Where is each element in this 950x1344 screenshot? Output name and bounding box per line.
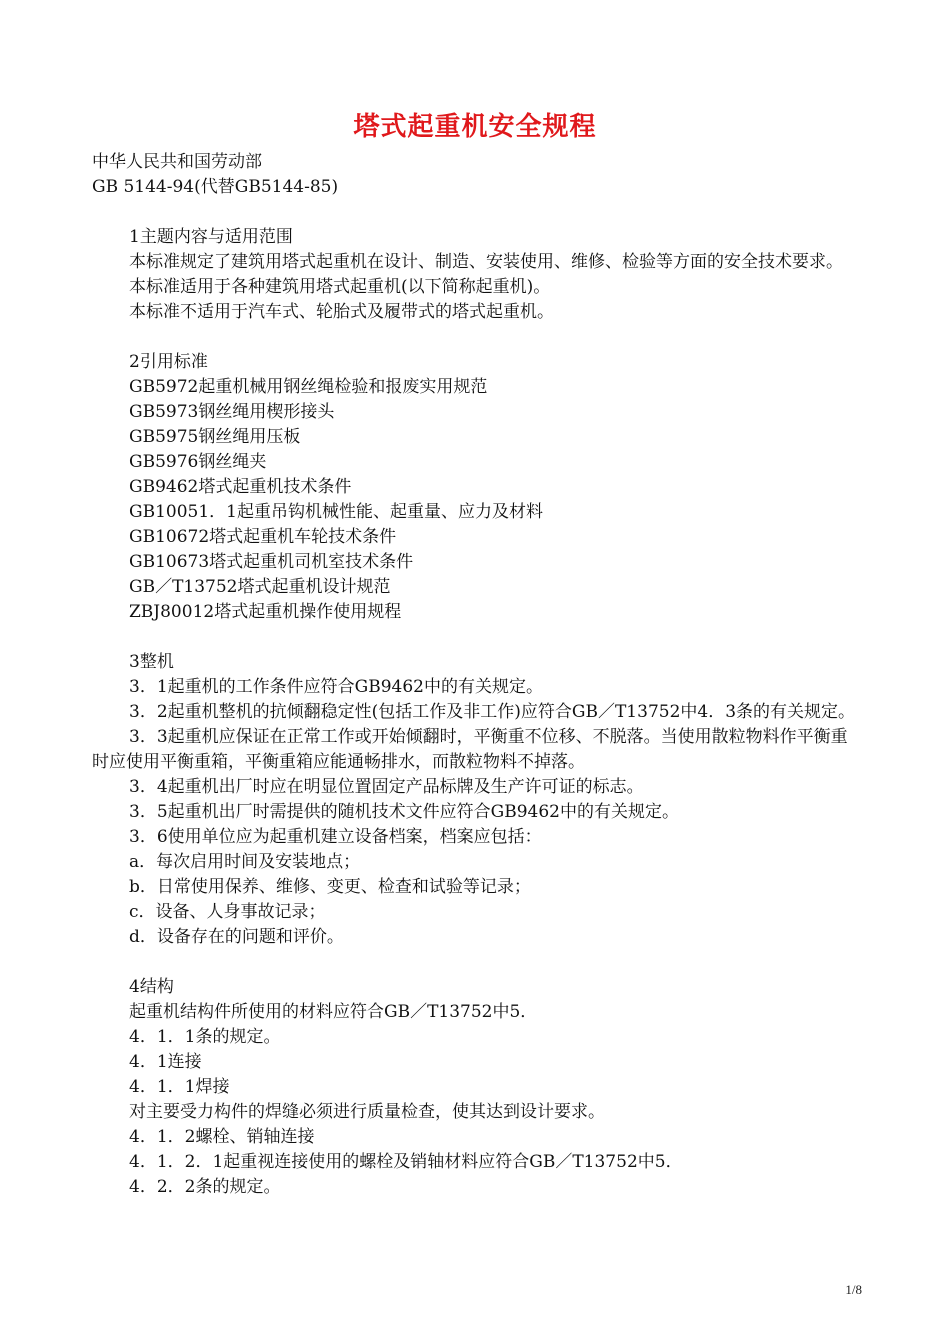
- document-title: 塔式起重机安全规程: [353, 112, 597, 142]
- clause: 4．1．1焊接: [129, 1077, 230, 1097]
- section-heading: 2引用标准: [129, 352, 208, 372]
- reference-item: GB10673塔式起重机司机室技术条件: [129, 552, 414, 572]
- standard-code: GB 5144-94(代替GB5144-85): [92, 177, 339, 197]
- clause: 3．1起重机的工作条件应符合GB9462中的有关规定。: [129, 677, 543, 697]
- list-item: b．日常使用保养、维修、变更、检查和试验等记录；: [129, 877, 531, 897]
- clause: 4．1．2螺栓、销轴连接: [129, 1127, 315, 1147]
- reference-item: GB5976钢丝绳夹: [129, 452, 267, 472]
- list-item: c．设备、人身事故记录；: [129, 902, 326, 922]
- paragraph: 本标准不适用于汽车式、轮胎式及履带式的塔式起重机。: [129, 302, 554, 322]
- clause: 3．3起重机应保证在正常工作或开始倾翻时，平衡重不位移、不脱落。当使用散粒物料作平衡重时应使用平衡重箱，平衡重箱应能通畅排水，而散粒物料不掉落。: [92, 727, 848, 772]
- clause: 3．4起重机出厂时应在明显位置固定产品标牌及生产许可证的标志。: [129, 777, 644, 797]
- clause: 3．2起重机整机的抗倾翻稳定性(包括工作及非工作)应符合GB／T13752中4．3条的有关规定。: [129, 702, 856, 722]
- list-item: d．设备存在的问题和评价。: [129, 927, 344, 947]
- clause: 4．1．1条的规定。: [129, 1027, 281, 1047]
- section-heading: 1主题内容与适用范围: [129, 227, 293, 247]
- reference-item: GB9462塔式起重机技术条件: [129, 477, 352, 497]
- document-header: [92, 150, 338, 200]
- paragraph: 本标准适用于各种建筑用塔式起重机(以下简称起重机)。: [129, 277, 551, 297]
- reference-item: GB10051．1起重吊钩机械性能、起重量、应力及材料: [129, 502, 543, 522]
- issuing-organization: 中华人民共和国劳动部: [92, 152, 262, 172]
- section-heading: 3整机: [129, 652, 174, 672]
- clause: 对主要受力构件的焊缝必须进行质量检查，使其达到设计要求。: [129, 1102, 605, 1122]
- reference-item: GB10672塔式起重机车轮技术条件: [129, 527, 397, 547]
- reference-item: GB5972起重机械用钢丝绳检验和报废实用规范: [129, 377, 488, 397]
- clause: 4．1连接: [129, 1052, 202, 1072]
- clause: 4．2．2条的规定。: [129, 1177, 281, 1197]
- clause: 3．5起重机出厂时需提供的随机技术文件应符合GB9462中的有关规定。: [129, 802, 679, 822]
- reference-item: ZBJ80012塔式起重机操作使用规程: [129, 602, 402, 622]
- reference-item: GB5973钢丝绳用楔形接头: [129, 402, 335, 422]
- list-item: a．每次启用时间及安装地点；: [129, 852, 361, 872]
- section-heading: 4结构: [129, 977, 174, 997]
- document-body: [92, 225, 862, 1200]
- page-number: 1/8: [845, 1282, 862, 1297]
- paragraph: 本标准规定了建筑用塔式起重机在设计、制造、安装使用、维修、检验等方面的安全技术要求。: [129, 252, 843, 272]
- clause: 4．1．2．1起重视连接使用的螺栓及销轴材料应符合GB／T13752中5．: [129, 1152, 683, 1172]
- clause: 起重机结构件所使用的材料应符合GB／T13752中5．: [129, 1002, 538, 1022]
- reference-item: GB5975钢丝绳用压板: [129, 427, 301, 447]
- clause: 3．6使用单位应为起重机建立设备档案，档案应包括：: [129, 827, 542, 847]
- reference-item: GB／T13752塔式起重机设计规范: [129, 577, 391, 597]
